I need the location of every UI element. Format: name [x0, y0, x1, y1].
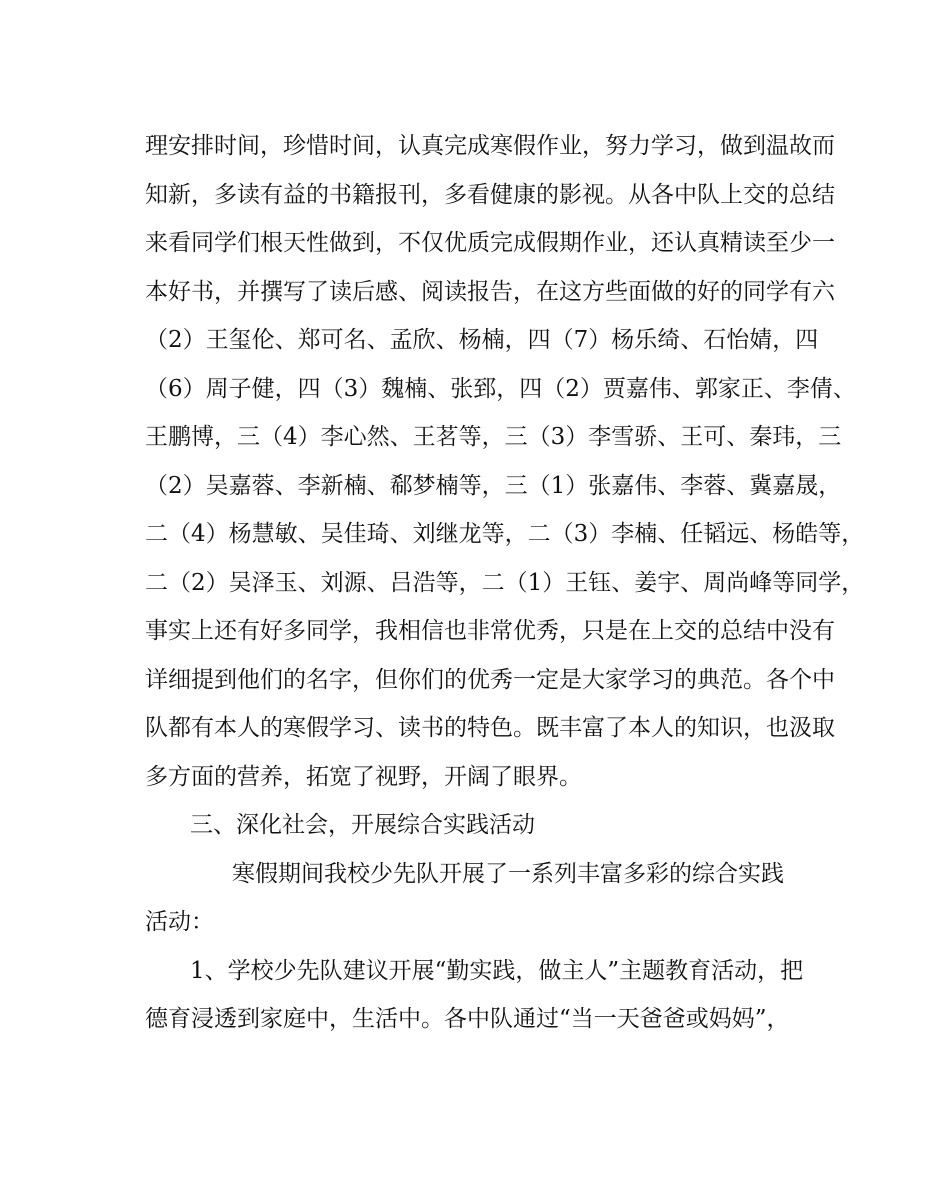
text-line: （2）王玺伦、郑可名、孟欣、杨楠，四（7）杨乐绮、石怡婧，四 [145, 327, 819, 353]
text-line: 活动： [145, 909, 214, 935]
text-line: 二（2）吴泽玉、刘源、吕浩等，二（1）王钰、姜宇、周尚峰等同学， [145, 570, 865, 596]
text-line: 寒假期间我校少先队开展了一系列丰富多彩的综合实践 [232, 861, 784, 887]
text-line: 1、学校少先队建议开展“勤实践，做主人”主题教育活动，把 [190, 958, 804, 984]
text-line: 理安排时间，珍惜时间，认真完成寒假作业，努力学习，做到温故而 [145, 133, 835, 159]
text-line: （6）周子健，四（3）魏楠、张郅，四（2）贾嘉伟、郭家正、李倩、 [145, 376, 856, 402]
text-line: 详细提到他们的名字，但你们的优秀一定是大家学习的典范。各个中 [145, 667, 835, 693]
text-line: 德育浸透到家庭中，生活中。各中队通过“当一天爸爸或妈妈”， [145, 1006, 790, 1032]
text-line: 王鹏博，三（4）李心然、王茗等，三（3）李雪骄、王可、秦玮，三 [145, 424, 842, 450]
text-line: 多方面的营养，拓宽了视野，开阔了眼界。 [145, 764, 582, 790]
section-heading: 三、深化社会，开展综合实践活动 [190, 812, 535, 838]
text-line: 二（4）杨慧敏、吴佳琦、刘继龙等，二（3）李楠、任韬远、杨皓等， [145, 521, 865, 547]
text-line: 队都有本人的寒假学习、读书的特色。既丰富了本人的知识，也汲取 [145, 715, 835, 741]
text-line: 知新，多读有益的书籍报刊，多看健康的影视。从各中队上交的总结 [145, 182, 835, 208]
text-line: 来看同学们根天性做到，不仅优质完成假期作业，还认真精读至少一 [145, 230, 835, 256]
text-line: 本好书，并撰写了读后感、阅读报告，在这方些面做的好的同学有六 [145, 279, 835, 305]
text-line: 事实上还有好多同学，我相信也非常优秀，只是在上交的总结中没有 [145, 618, 835, 644]
text-line: （2）吴嘉蓉、李新楠、郗梦楠等，三（1）张嘉伟、李蓉、冀嘉晟， [145, 473, 842, 499]
